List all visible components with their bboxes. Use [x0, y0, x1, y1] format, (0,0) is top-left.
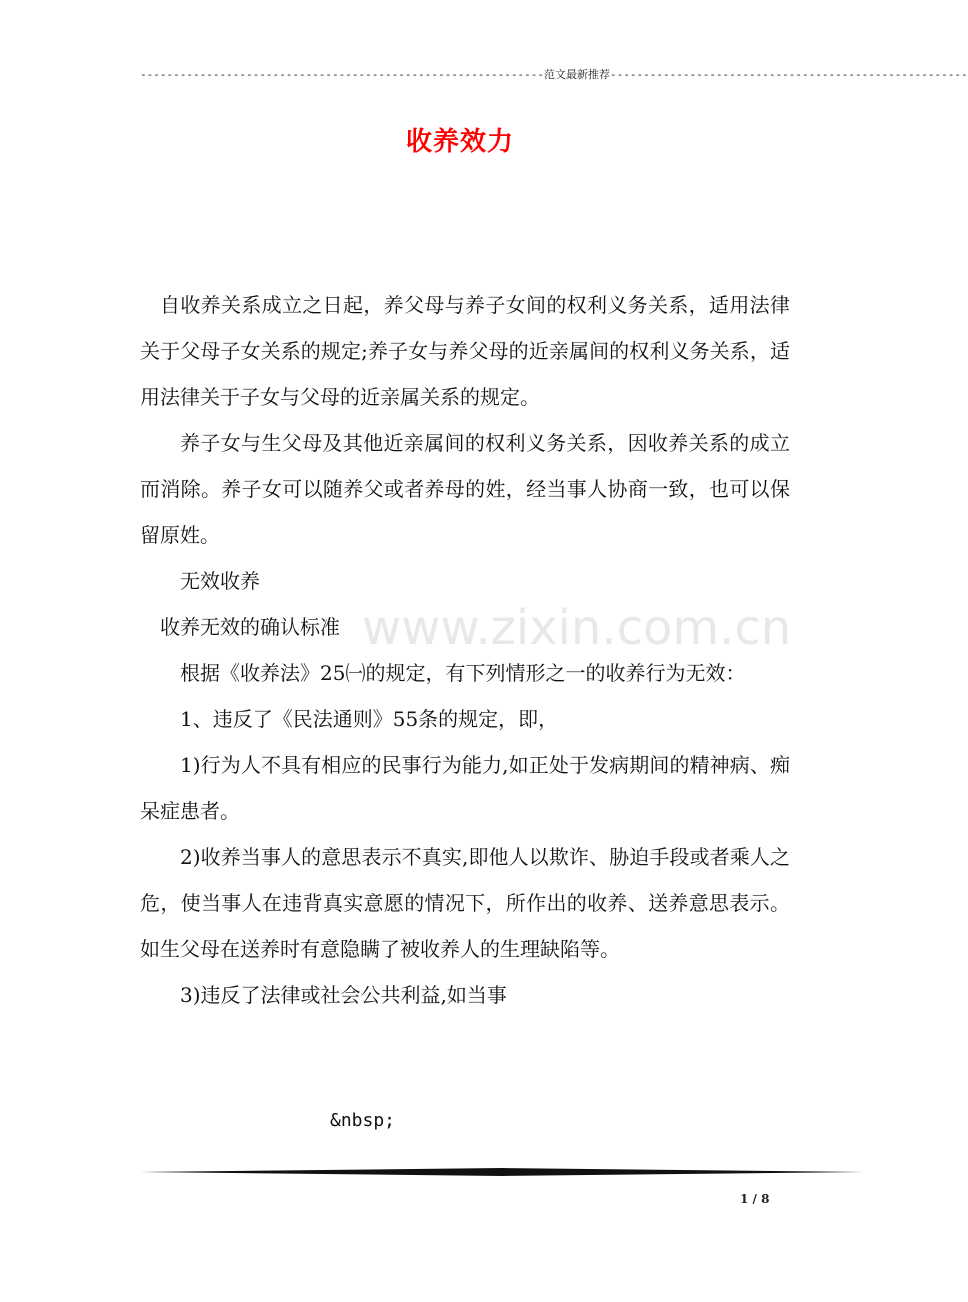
list-item: 2)收养当事人的意思表示不真实,即他人以欺诈、胁迫手段或者乘人之危，使当事人在违背真实意愿的情况下，所作出的收养、送养意思表示。如生父母在送养时有意隐瞒了被收养人的生理缺陷等。	[140, 845, 790, 961]
list-item: 3)违反了法律或社会公共利益,如当事	[180, 983, 507, 1007]
list-item: 1)行为人不具有相应的民事行为能力,如正处于发病期间的精神病、痴呆症患者。	[140, 753, 790, 823]
paragraph: 养子女与生父母及其他近亲属间的权利义务关系，因收养关系的成立而消除。养子女可以随养父或者养母的姓，经当事人协商一致，也可以保留原姓。	[140, 431, 790, 547]
list-item: 1、违反了《民法通则》55条的规定，即，	[180, 707, 559, 731]
trailing-text: &nbsp;	[330, 1110, 396, 1131]
paragraph: 根据《收养法》25㈠的规定，有下列情形之一的收养行为无效：	[180, 661, 746, 685]
page-number: 1 / 8	[740, 1192, 770, 1206]
paragraph: 自收养关系成立之日起，养父母与养子女间的权利义务关系，适用法律关于父母子女关系的规定;养子女与养父母的近亲属间的权利义务关系，适用法律关于子女与父母的近亲属关系的规定。	[140, 293, 790, 409]
sub-heading: 收养无效的确认标准	[160, 615, 340, 639]
document-body	[140, 282, 790, 1018]
header-banner: -------------------------------------------------------------范文最新推荐------------------------------------------------------	[140, 68, 968, 81]
section-heading: 无效收养	[180, 569, 260, 593]
footer-divider	[140, 1168, 864, 1176]
watermark: www.zixin.com.cn	[362, 600, 792, 656]
document-title: 收养效力	[405, 127, 514, 157]
